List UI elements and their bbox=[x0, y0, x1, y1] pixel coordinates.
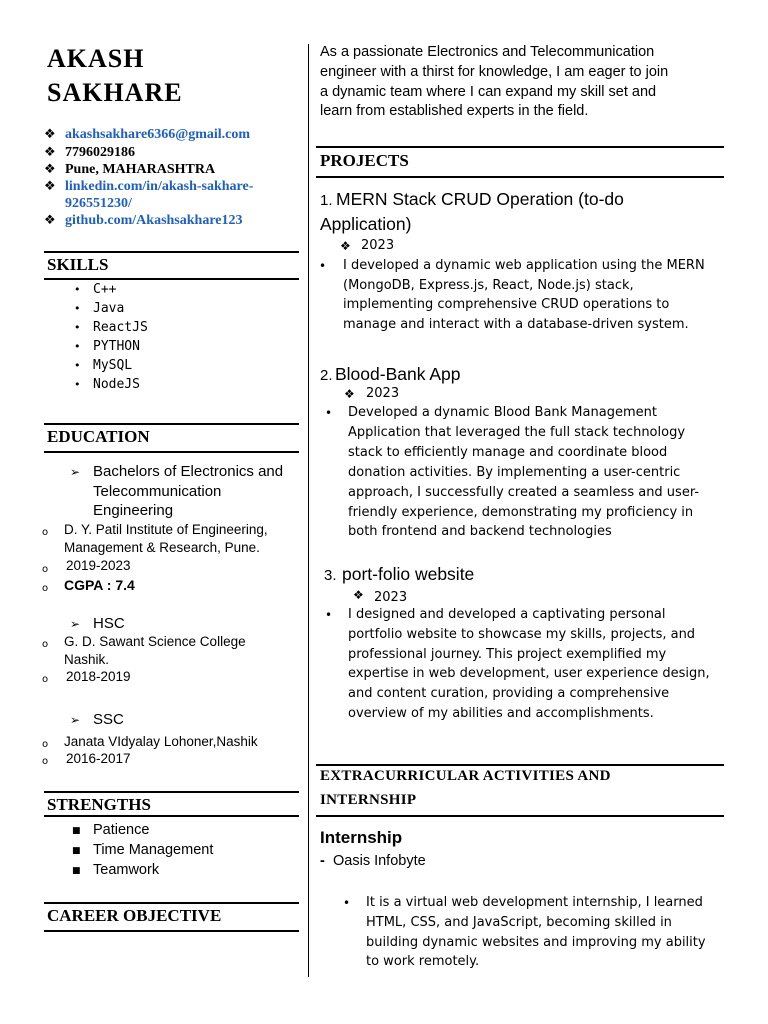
square-bullet-icon: ■ bbox=[72, 846, 81, 856]
circle-bullet-icon: o bbox=[42, 527, 49, 538]
list-bullet: • bbox=[319, 259, 327, 273]
project-year: 2023 bbox=[366, 386, 400, 401]
circle-bullet-icon: o bbox=[42, 639, 49, 650]
circle-bullet-icon: o bbox=[42, 756, 49, 767]
description-line: I designed and developed a captivating personal bbox=[348, 607, 666, 622]
description-line: donation activities. By implementing a user-centric bbox=[348, 465, 681, 480]
skill-item: C++ bbox=[93, 282, 117, 297]
location: Pune, MAHARASHTRA bbox=[65, 162, 216, 177]
project-number: 1. bbox=[320, 192, 333, 209]
extracurricular-bottom-rule bbox=[316, 815, 724, 817]
strengths-top-rule bbox=[44, 791, 299, 793]
career-objective-heading: CAREER OBJECTIVE bbox=[47, 906, 222, 925]
description-line: building dynamic websites and improving my ability bbox=[366, 935, 706, 950]
description-line: Application that leveraged the full stack technology bbox=[348, 425, 686, 440]
list-bullet: • bbox=[74, 359, 81, 372]
company-name: Oasis Infobyte bbox=[333, 853, 426, 869]
internship-subheading: Internship bbox=[320, 828, 403, 847]
degree-title-continued: Telecommunication bbox=[93, 483, 222, 500]
list-bullet: • bbox=[343, 896, 351, 910]
project-title: Blood-Bank App bbox=[335, 364, 461, 384]
list-bullet: • bbox=[74, 283, 81, 296]
description-line: approach, I successfully created a seamless and user- bbox=[348, 485, 700, 500]
four-diamond-bullet-icon: ❖ bbox=[340, 239, 351, 253]
objective-line: engineer with a thirst for knowledge, I am eager to join bbox=[320, 64, 669, 80]
linkedin-link[interactable]: linkedin.com/in/akash-sakhare- bbox=[65, 179, 254, 194]
arrow-bullet-icon: ➢ bbox=[70, 713, 81, 727]
hsc-school-continued: Nashik. bbox=[64, 652, 110, 667]
list-bullet: • bbox=[325, 608, 333, 622]
degree-title-continued: Engineering bbox=[93, 502, 174, 519]
hsc-school: G. D. Sawant Science College bbox=[64, 634, 246, 649]
skill-item: MySQL bbox=[93, 358, 133, 373]
four-diamond-bullet-icon: ❖ bbox=[344, 387, 355, 401]
objective-line: As a passionate Electronics and Telecommunication bbox=[320, 44, 655, 60]
skill-item: NodeJS bbox=[93, 377, 140, 392]
extracurricular-heading-continued: INTERNSHIP bbox=[320, 792, 417, 808]
extracurricular-top-rule bbox=[316, 764, 724, 766]
description-line: Developed a dynamic Blood Bank Management bbox=[348, 405, 657, 420]
four-diamond-bullet-icon: ❖ bbox=[44, 162, 56, 177]
project-title: MERN Stack CRUD Operation (to-do bbox=[336, 189, 624, 209]
projects-bottom-rule bbox=[316, 176, 724, 178]
ssc-school: Janata VIdyalay Lohoner,Nashik bbox=[64, 734, 258, 749]
projects-heading: PROJECTS bbox=[320, 151, 409, 170]
company-dash: - bbox=[320, 853, 325, 869]
skill-item: ReactJS bbox=[93, 320, 148, 335]
arrow-bullet-icon: ➢ bbox=[70, 617, 81, 631]
project-year: 2023 bbox=[361, 238, 395, 253]
description-line: HTML, CSS, and JavaScript, becoming skilled in bbox=[366, 915, 672, 930]
project-year: 2023 bbox=[374, 590, 408, 605]
four-diamond-bullet-icon: ❖ bbox=[44, 127, 56, 142]
strength-item: Patience bbox=[93, 822, 150, 838]
description-line: expertise in web development, user experience design, bbox=[348, 666, 710, 681]
list-bullet: • bbox=[325, 406, 333, 420]
square-bullet-icon: ■ bbox=[72, 826, 81, 836]
description-line: It is a virtual web development internship, I learned bbox=[366, 895, 703, 910]
circle-bullet-icon: o bbox=[42, 564, 49, 575]
description-line: manage and interact with a database-driven system. bbox=[343, 317, 689, 332]
linkedin-link-continued[interactable]: 926551230/ bbox=[65, 196, 132, 211]
name-last: SAKHARE bbox=[47, 78, 183, 107]
strength-item: Time Management bbox=[93, 842, 214, 858]
skills-bottom-rule bbox=[44, 278, 299, 280]
degree-years: 2019-2023 bbox=[66, 558, 131, 573]
education-heading: EDUCATION bbox=[47, 427, 150, 446]
list-bullet: • bbox=[74, 302, 81, 315]
list-bullet: • bbox=[74, 340, 81, 353]
github-link[interactable]: github.com/Akashsakhare123 bbox=[65, 213, 243, 228]
four-diamond-bullet-icon: ❖ bbox=[44, 179, 56, 194]
list-bullet: • bbox=[74, 321, 81, 334]
name-first: AKASH bbox=[47, 44, 145, 73]
strength-item: Teamwork bbox=[93, 862, 160, 878]
objective-line: a dynamic team where I can expand my skill set and bbox=[320, 84, 657, 100]
description-line: implementing comprehensive CRUD operations to bbox=[343, 297, 670, 312]
skills-top-rule bbox=[44, 251, 299, 253]
degree-title: Bachelors of Electronics and bbox=[93, 463, 284, 480]
ssc-years: 2016-2017 bbox=[66, 751, 131, 766]
hsc-label: HSC bbox=[93, 615, 125, 632]
square-bullet-icon: ■ bbox=[72, 866, 81, 876]
circle-bullet-icon: o bbox=[42, 674, 49, 685]
project-title: port-folio website bbox=[342, 564, 475, 584]
list-bullet: • bbox=[74, 378, 81, 391]
circle-bullet-icon: o bbox=[42, 739, 49, 750]
skill-item: PYTHON bbox=[93, 339, 140, 354]
college-name-continued: Management & Research, Pune. bbox=[64, 540, 260, 555]
description-line: overview of my abilities and accomplishments. bbox=[348, 706, 654, 721]
cgpa: CGPA : 7.4 bbox=[64, 577, 135, 593]
description-line: I developed a dynamic web application using the MERN bbox=[343, 258, 705, 273]
career-objective-bottom-rule bbox=[44, 930, 299, 932]
description-line: both frontend and backend technologies bbox=[348, 524, 612, 539]
description-line: stack to efficiently manage and coordinate blood bbox=[348, 445, 668, 460]
phone-number: 7796029186 bbox=[65, 145, 135, 160]
education-bottom-rule bbox=[44, 451, 299, 453]
column-divider bbox=[308, 44, 309, 977]
career-objective-top-rule bbox=[44, 902, 299, 904]
description-line: and content curation, providing a comprehensive bbox=[348, 686, 670, 701]
project-number: 3. bbox=[324, 567, 337, 584]
skill-item: Java bbox=[93, 301, 125, 316]
description-line: portfolio website to showcase my skills, projects, and bbox=[348, 627, 696, 642]
project-number: 2. bbox=[320, 367, 333, 384]
hsc-years: 2018-2019 bbox=[66, 669, 131, 684]
description-line: professional journey. This project exemplified my bbox=[348, 647, 667, 662]
four-diamond-bullet-icon: ❖ bbox=[44, 213, 56, 228]
strengths-heading: STRENGTHS bbox=[47, 795, 151, 814]
circle-bullet-icon: o bbox=[42, 583, 49, 594]
email-link[interactable]: akashsakhare6366@gmail.com bbox=[65, 127, 251, 142]
four-diamond-bullet-icon: ❖ bbox=[44, 145, 56, 160]
education-top-rule bbox=[44, 423, 299, 425]
ssc-label: SSC bbox=[93, 711, 124, 728]
arrow-bullet-icon: ➢ bbox=[70, 465, 81, 479]
project-title-continued: Application) bbox=[320, 214, 412, 234]
skills-heading: SKILLS bbox=[47, 255, 109, 274]
description-line: (MongoDB, Express.js, React, Node.js) stack, bbox=[343, 278, 634, 293]
description-line: friendly experience, demonstrating my proficiency in bbox=[348, 505, 694, 520]
four-diamond-bullet-icon: ❖ bbox=[353, 588, 364, 602]
projects-top-rule bbox=[316, 146, 724, 148]
objective-line: learn from established experts in the field. bbox=[320, 103, 589, 119]
college-name: D. Y. Patil Institute of Engineering, bbox=[64, 522, 268, 537]
strengths-bottom-rule bbox=[44, 815, 299, 817]
extracurricular-heading: EXTRACURRICULAR ACTIVITIES AND bbox=[320, 768, 611, 784]
description-line: to work remotely. bbox=[366, 954, 480, 969]
